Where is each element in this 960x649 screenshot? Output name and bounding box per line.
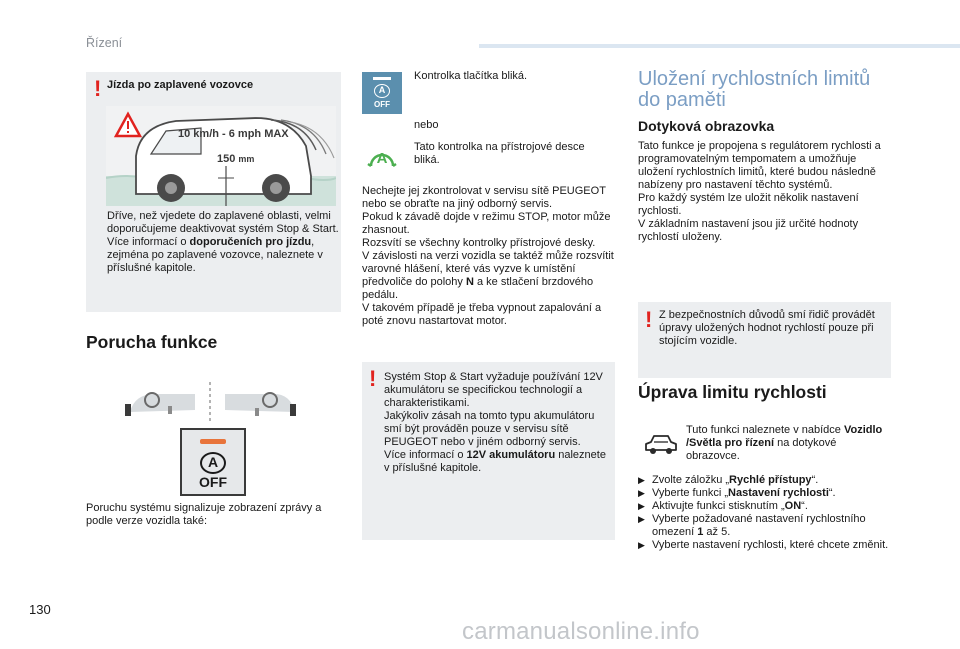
step-item: ▶ Vyberte požadované nastavení rychlostního omezení 1 až 5. <box>638 513 866 538</box>
off-label: OFF <box>199 474 227 490</box>
flood-text-bold: doporučeních pro jízdu <box>189 236 312 248</box>
indicator-off-label: OFF <box>374 100 390 109</box>
service-text-1: Nechejte jej zkontrolovat v servisu sítě PEUGEOT nebo se obraťte na jiný odborný servis. Pokud k závadě dojde v režimu STOP, motor může zhasnout. Rozsvítí se všechny kontrolky přístrojové desky. V závislosti na verzi vozidla se taktéž může rozsvítit varovné hlášení, které vás vyzve k umístění předvoliče do polohy <box>362 185 614 288</box>
service-text-2: a ke stlačení brzdového pedálu. V takovém případě je třeba vypnout zapalování a poté znovu nastartovat motor. <box>362 276 602 327</box>
step-bullet-icon: ▶ <box>638 501 645 511</box>
car-text-1: Tuto funkci naleznete v nabídce <box>686 424 844 436</box>
water-depth-label <box>217 153 254 165</box>
battery-text-2: naleznete v příslušné kapitole. <box>384 449 606 474</box>
safety-warning-text: Z bezpečnostních důvodů smí řidič provádět úpravy uložených hodnot rychlostí pouze při stojícím vozidle. <box>659 309 875 347</box>
battery-warning-mark: ! <box>369 366 377 391</box>
steps-list <box>638 474 890 552</box>
section-title: Uložení rychlostních limitů do paměti <box>638 68 871 111</box>
battery-bold: 12V akumulátoru <box>466 449 556 461</box>
stop-start-off-button <box>180 428 246 496</box>
green-a-indicator-icon <box>367 146 397 172</box>
car-menu-bold: Vozidlo /Světla pro řízení <box>686 424 883 449</box>
step-item: ▶ Vyberte funkci „Nastavení rychlosti“. <box>638 487 836 499</box>
flood-text-2: , zejména po zaplavené vozovce, naleznete v příslušné kapitole. <box>107 236 323 274</box>
step-item: ▶ Vyberte nastavení rychlosti, které chcete změnit. <box>638 539 889 551</box>
touchscreen-body: Tato funkce je propojena s regulátorem rychlosti a programovatelným tempomatem a umožňuje uložení rychlostních limitů, které budou následně nabízeny pro nastavení těchto systémů. Pro každý systém lze uložit několik nastavení rychlosti. V základním nastavení jsou již určité hodnoty rychlostí uloženy. <box>638 140 881 243</box>
touchscreen-subheading: Dotyková obrazovka <box>638 118 775 134</box>
water-depth-unit: mm <box>238 154 255 164</box>
car-text-2: na dotykové obrazovce. <box>686 437 837 462</box>
green-a-letter: A <box>376 150 388 167</box>
button-led-orange <box>200 439 226 444</box>
indicator-text: Kontrolka tlačítka bliká. <box>414 70 528 82</box>
car-menu-text <box>686 424 886 463</box>
indicator-a-off-icon <box>362 72 402 114</box>
header-rule <box>479 44 960 48</box>
step-bullet-icon: ▶ <box>638 514 645 524</box>
service-paragraph <box>362 185 614 328</box>
page-number: 130 <box>29 602 51 617</box>
battery-text-1: Systém Stop & Start vyžaduje používání 12V akumulátoru se specifickou technologií a charakteristikami. Jakýkoliv zásah na tomto typu akumulátoru smí být prováděn pouze v servisu sítě PEUGEOT nebo v jiném odborný servis. Více informací o <box>384 371 603 461</box>
indicator-led <box>373 77 391 80</box>
battery-warning-text <box>384 371 609 475</box>
safety-warning-mark: ! <box>645 307 653 332</box>
or-text: nebo <box>414 119 439 131</box>
chapter-title: Řízení <box>86 36 123 50</box>
step-bullet-icon: ▶ <box>638 540 645 550</box>
car-icon <box>643 432 679 458</box>
flood-box-text <box>107 210 339 275</box>
gear-n-label: N <box>465 276 474 288</box>
step-item: ▶ Aktivujte funkci stisknutím „ON“. <box>638 500 808 512</box>
warning-mark: ! <box>94 76 102 101</box>
step-bullet-icon: ▶ <box>638 488 645 498</box>
malfunction-heading: Porucha funkce <box>86 332 218 352</box>
speed-limit-heading: Úprava limitu rychlosti <box>638 382 827 402</box>
indicator-a-letter: A <box>374 84 390 98</box>
flood-box-title: Jízda po zaplavené vozovce <box>107 79 254 91</box>
step-bullet-icon: ▶ <box>638 475 645 485</box>
water-depth-value: 150 <box>217 153 236 165</box>
speed-limit-label: 10 km/h - 6 mph MAX <box>178 128 289 140</box>
steering-wheel-diagram <box>120 382 300 422</box>
flood-text-1: Dříve, než vjedete do zaplavené oblasti, velmi doporučujeme deaktivovat systém Stop & Start. Více informací o <box>107 210 339 248</box>
watermark: carmanualsonline.info <box>462 618 700 645</box>
dashboard-indicator-text: Tato kontrolka na přístrojové desce bliká. <box>414 141 585 166</box>
a-off-icon: A <box>200 452 226 474</box>
step-item: ▶ Zvolte záložku „Rychlé přístupy“. <box>638 474 819 486</box>
malfunction-caption: Poruchu systému signalizuje zobrazení zprávy a podle verze vozidla také: <box>86 502 322 527</box>
